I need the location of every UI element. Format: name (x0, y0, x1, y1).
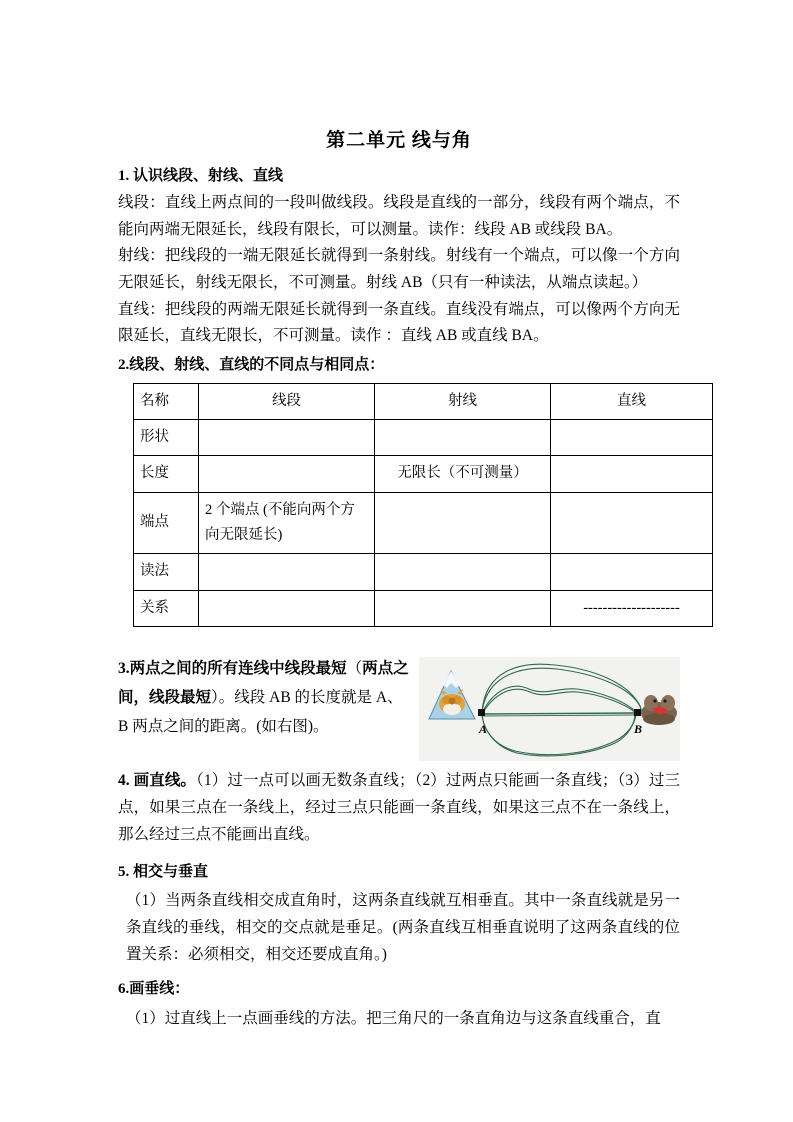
section-6-heading: 6.画垂线： (118, 981, 190, 998)
cell-relation-segment (199, 590, 375, 626)
cell-shape-ray (375, 419, 551, 455)
section-1-heading: 1. 认识线段、射线、直线 (118, 167, 284, 184)
section-3-bold-emphasis: 两点之间，线段最短 (118, 660, 409, 706)
page-content (118, 128, 680, 1032)
paragraph-ray: 射线：把线段的一端无限延长就得到一条射线。射线有一个端点，可以像一个方向无限延长，射线无限长，不可测量。射线 AB（只有一种读法，从端点读起。） (118, 247, 680, 292)
table-header-line: 直线 (551, 383, 713, 419)
section-3-bold-lead: 3.两点之间的所有连线中线段最短 (118, 660, 347, 678)
table-header-ray: 射线 (375, 383, 551, 419)
comparison-table (133, 383, 713, 628)
row-label-relation: 关系 (134, 590, 199, 626)
table-header-row (134, 383, 713, 419)
cell-endpoints-ray (375, 492, 551, 554)
table-header-name: 名称 (134, 383, 199, 419)
row-label-reading: 读法 (134, 554, 199, 590)
point-b-label: B (634, 722, 643, 737)
cell-reading-line (551, 554, 713, 590)
paragraph-straight-line: 直线：把线段的两端无限延长就得到一条直线。直线没有端点，可以像两个方向无限延长，直线无限长，不可测量。读作 ：直线 AB 或直线 BA。 (118, 300, 680, 345)
cell-shape-line (551, 419, 713, 455)
cell-endpoints-line (551, 492, 713, 554)
section-3-rest: ）。线段 AB 的长度就是 A、B 两点之间的距离。(如右图)。 (118, 688, 403, 735)
section-4-body: （1）过一点可以画无数条直线；（2）过两点只能画一条直线；（3）过三点，如果三点在一条线上，经过三点只能画一条直线，如果这三点不在一条线上，那么经过三点不能画出直线。 (118, 772, 680, 844)
point-a-marker (478, 709, 485, 716)
cell-reading-segment (199, 554, 375, 590)
table-row (134, 492, 713, 554)
section-3-paren-open: （ (346, 660, 363, 678)
table-row (134, 419, 713, 455)
section-3 (118, 655, 680, 763)
section-1-body (118, 190, 680, 350)
row-label-length: 长度 (134, 456, 199, 492)
table-header-segment: 线段 (199, 383, 375, 419)
point-b-marker (634, 709, 641, 716)
section-4 (118, 767, 680, 848)
cell-length-segment (199, 456, 375, 492)
cell-relation-ray (375, 590, 551, 626)
cell-endpoints-segment: 2 个端点 (不能向两个方向无限延长) (199, 492, 375, 554)
page-title: 第二单元 线与角 (326, 130, 472, 151)
paragraph-line-segment: 线段：直线上两点间的一段叫做线段。线段是直线的一部分，线段有两个端点，不能向两端无限延长，线段有限长，可以测量。读作：线段 AB 或线段 BA。 (118, 194, 680, 238)
section-5-body: （1）当两条直线相交成直角时，这两条直线就互相垂直。其中一条直线就是另一条直线的垂线，相交的交点就是垂足。(两条直线互相垂直说明了这两条直线的位置关系：必须相交，相交还要成直角。) (126, 892, 680, 964)
section-5-heading: 5. 相交与垂直 (118, 863, 209, 880)
shortest-path-illustration (419, 657, 680, 761)
section-4-heading: 4. 画直线。 (118, 772, 197, 790)
table-row (134, 456, 713, 492)
section-2-heading: 2.线段、射线、直线的不同点与相同点： (118, 357, 385, 374)
section-6-body: （1）过直线上一点画垂线的方法。把三角尺的一条直角边与这条直线重合，直 (126, 1009, 661, 1027)
row-label-shape: 形状 (134, 419, 199, 455)
cell-length-line (551, 456, 713, 492)
cell-reading-ray (375, 554, 551, 590)
point-a-label: A (479, 722, 488, 737)
illustration-svg (419, 657, 680, 761)
table-row (134, 590, 713, 626)
cell-length-ray: 无限长（不可测量） (375, 456, 551, 492)
table-row (134, 554, 713, 590)
cell-shape-segment (199, 419, 375, 455)
cell-relation-line: -------------------- (551, 590, 713, 626)
row-label-endpoints: 端点 (134, 492, 199, 554)
